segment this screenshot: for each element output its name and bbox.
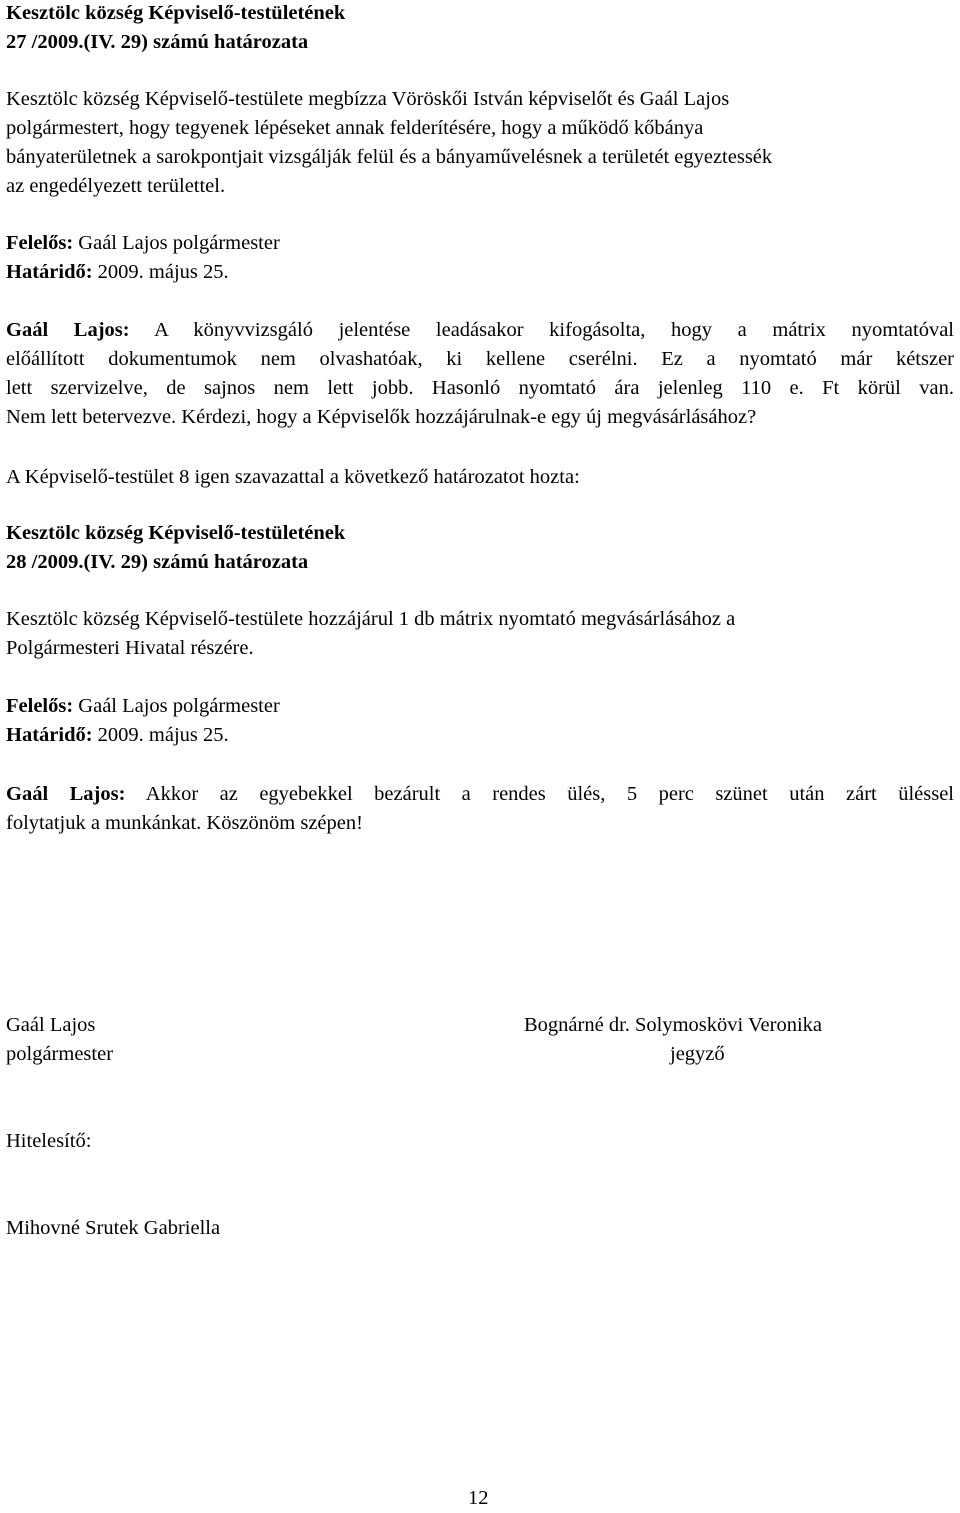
resolution-28	[6, 519, 954, 577]
deadline-label: Határidő:	[6, 724, 93, 746]
speaker-name: Gaál Lajos:	[6, 783, 126, 805]
responsible-value: Gaál Lajos polgármester	[73, 695, 280, 717]
vote-text: A Képviselő-testület 8 igen szavazattal a következő határozatot hozta:	[6, 466, 580, 488]
speech-line: folytatjuk a munkánkat. Köszönöm szépen!	[6, 812, 363, 834]
speech-1	[6, 316, 954, 432]
resolution-number: 28 /2009.(IV. 29) számú határozata	[6, 551, 309, 573]
resolution-27-body	[6, 85, 954, 201]
page-number: 12	[468, 1487, 489, 1509]
speech-line: lett szervizelve, de sajnos nem lett jobb. Hasonló nyomtató ára jelenleg 110 e. Ft körül van.	[6, 377, 954, 399]
speech-2	[6, 780, 954, 838]
resolution-28-body	[6, 605, 954, 663]
responsible-label: Felelős:	[6, 232, 74, 254]
vote-statement	[6, 463, 954, 492]
responsible-line	[6, 229, 954, 258]
speech-text: A könyvvizsgáló jelentése leadásakor kifogásolta, hogy a mátrix nyomtatóval	[129, 319, 954, 341]
speaker-name: Gaál Lajos:	[6, 319, 130, 341]
resolution-heading: Kesztölc község Képviselő-testületének	[6, 2, 346, 24]
body-line: Kesztölc község Képviselő-testülete megbízza Vöröskői István képviselőt és Gaál Lajos	[6, 88, 730, 110]
deadline-line	[6, 721, 954, 750]
speech-line	[6, 780, 954, 809]
speech-line: előállított dokumentumok nem olvashatóak, ki kellene cserélni. Ez a nyomtató már kétszer	[6, 348, 954, 370]
body-line: polgármestert, hogy tegyenek lépéseket annak felderítésére, hogy a működő kőbánya	[6, 117, 704, 139]
signatory-right-title: jegyző	[670, 1043, 725, 1065]
speech-line: Nem lett betervezve. Kérdezi, hogy a Képviselők hozzájárulnak-e egy új megvásárlásához?	[6, 406, 757, 428]
resolution-27-responsibility	[6, 229, 954, 287]
signatory-right-name: Bognárné dr. Solymoskövi Veronika	[524, 1014, 822, 1036]
responsible-value: Gaál Lajos polgármester	[73, 232, 280, 254]
deadline-label: Határidő:	[6, 261, 93, 283]
signatory-left-name: Gaál Lajos	[6, 1014, 96, 1036]
speech-text: Akkor az egyebekkel bezárult a rendes ülés, 5 perc szünet után zárt üléssel	[125, 783, 954, 805]
body-line: az engedélyezett területtel.	[6, 175, 226, 197]
resolution-27	[6, 0, 954, 57]
body-line: Kesztölc község Képviselő-testülete hozzájárul 1 db mátrix nyomtató megvásárlásához a	[6, 608, 736, 630]
signatory-left-title: polgármester	[6, 1043, 114, 1065]
body-line: bányaterületnek a sarokpontjait vizsgálják felül és a bányaművelésnek a területét egyeztessék	[6, 146, 773, 168]
speech-line	[6, 316, 954, 345]
deadline-value: 2009. május 25.	[92, 261, 229, 283]
authenticator-name: Mihovné Srutek Gabriella	[6, 1217, 221, 1239]
responsible-line	[6, 692, 954, 721]
resolution-heading: Kesztölc község Képviselő-testületének	[6, 522, 346, 544]
deadline-line	[6, 258, 954, 287]
responsible-label: Felelős:	[6, 695, 74, 717]
authenticator-label: Hitelesítő:	[6, 1130, 92, 1152]
resolution-number: 27 /2009.(IV. 29) számú határozata	[6, 31, 309, 53]
body-line: Polgármesteri Hivatal részére.	[6, 637, 254, 659]
deadline-value: 2009. május 25.	[92, 724, 229, 746]
resolution-28-responsibility	[6, 692, 954, 750]
